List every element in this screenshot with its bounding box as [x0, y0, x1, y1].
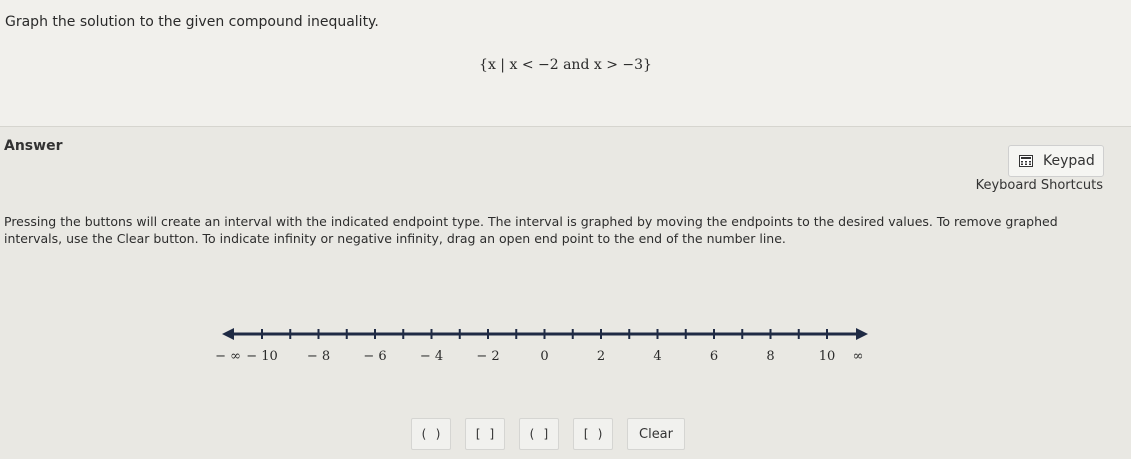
number-line-label: − 2 — [476, 349, 500, 364]
question-prompt: Graph the solution to the given compound inequality. — [5, 14, 379, 30]
answer-label: Answer — [4, 138, 63, 154]
clear-button[interactable]: Clear — [627, 418, 685, 450]
left-arrow-icon — [222, 328, 234, 340]
question-panel — [0, 0, 1131, 127]
number-line-label: − 6 — [363, 349, 387, 364]
number-line-label: − 8 — [306, 349, 331, 364]
closed-closed-interval-button[interactable]: [ ] — [465, 418, 505, 450]
number-line-label: 2 — [596, 349, 606, 364]
number-line[interactable] — [210, 318, 890, 378]
right-arrow-icon — [856, 328, 868, 340]
compound-inequality: {x | x < −2 and x > −3} — [479, 57, 652, 73]
number-line-svg[interactable] — [210, 318, 890, 378]
keypad-button[interactable] — [1008, 145, 1104, 177]
number-line-label: − 4 — [419, 349, 444, 364]
closed-open-interval-button[interactable]: [ ) — [573, 418, 613, 450]
calculator-icon — [1019, 155, 1033, 167]
number-line-label: ∞ — [852, 349, 864, 364]
number-line-label: − 10 — [246, 349, 278, 364]
number-line-label: − ∞ — [215, 349, 241, 364]
open-open-interval-button[interactable]: ( ) — [411, 418, 451, 450]
keyboard-shortcuts-link[interactable]: Keyboard Shortcuts — [975, 178, 1103, 193]
number-line-label: 8 — [766, 349, 775, 364]
number-line-label: 10 — [818, 349, 836, 364]
number-line-label: 0 — [540, 349, 549, 364]
keypad-label: Keypad — [1043, 153, 1095, 169]
instructions-text: Pressing the buttons will create an interval with the indicated endpoint type. The interval is graphed by moving the endpoints to the desired values. To remove graphed intervals, use the Clear button. To indicate infinity or negative infinity, drag an open end point to the end of the number line. — [4, 214, 1058, 246]
number-line-label: 6 — [709, 349, 719, 364]
open-closed-interval-button[interactable]: ( ] — [519, 418, 559, 450]
number-line-label: 4 — [653, 349, 662, 364]
